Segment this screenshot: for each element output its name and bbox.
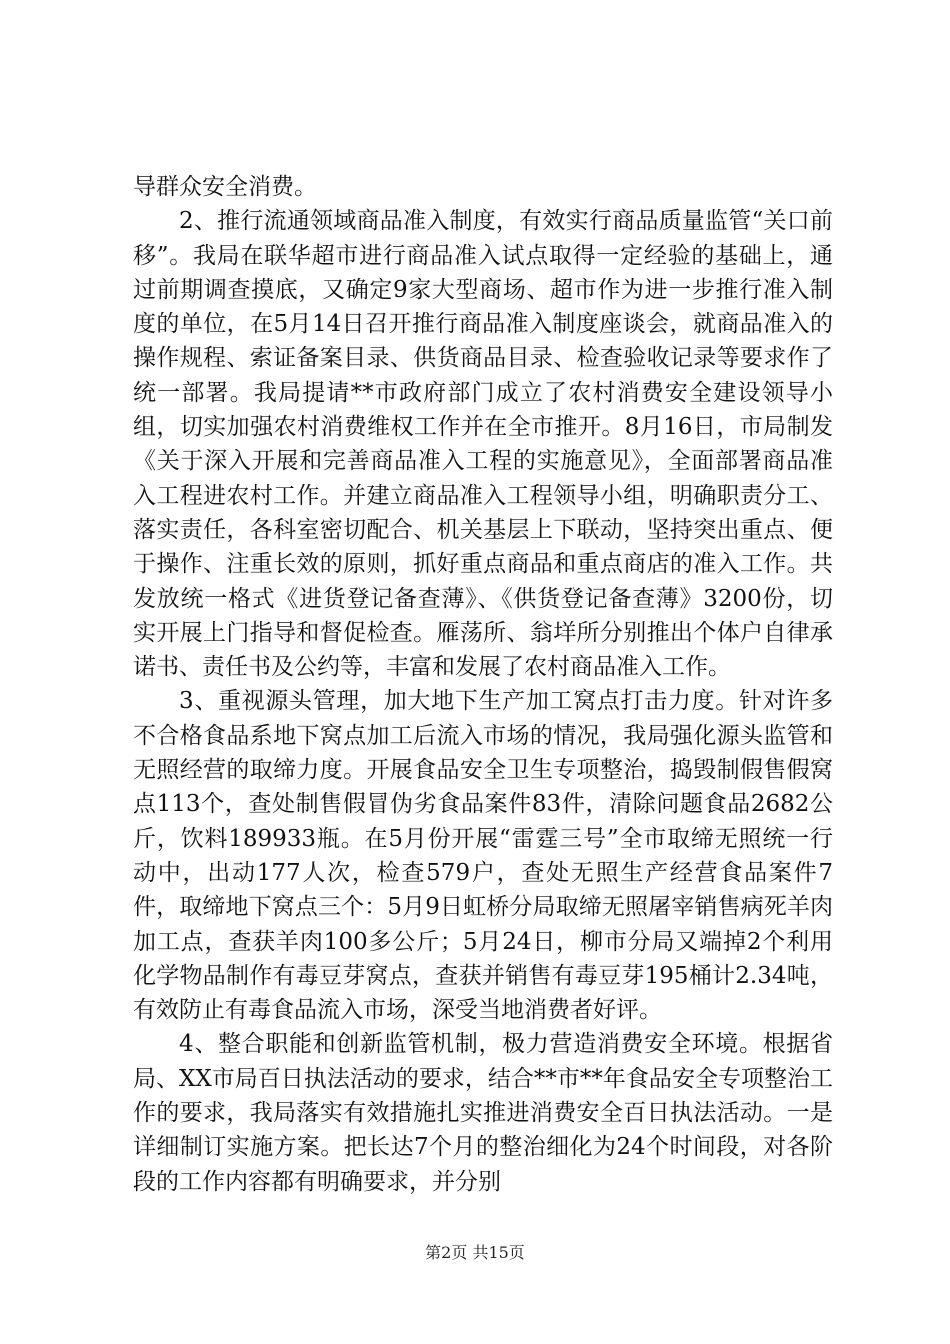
page-number: 第2页 共15页 (425, 1243, 525, 1262)
page-footer (0, 1243, 950, 1263)
paragraph-1: 导群众安全消费。 (133, 174, 317, 200)
paragraph-3: 3、重视源头管理，加大地下生产加工窝点打击力度。针对许多不合格食品系地下窝点加工后流入市场的情况，我局强化源头监管和无照经营的取缔力度。开展食品安全卫生专项整治，捣毁制假售假窝点113个，查处制售假冒伪劣食品案件83件，清除问题食品2682公斤，饮料189933瓶。在5月份开展“雷霆三号”全市取缔无照统一行动中，出动177人次，检查579户，查处无照生产经营食品案件7件，取缔地下窝点三个：5月9日虹桥分局取缔无照屠宰销售病死羊肉加工点，查获羊肉100多公斤；5月24日，柳市分局又端掉2个利用化学物品制作有毒豆芽窝点，查获并销售有毒豆芽195桶计2.34吨，有效防止有毒食品流入市场，深受当地消费者好评。 (133, 688, 833, 1024)
paragraph-2: 2、推行流通领域商品准入制度，有效实行商品质量监管“关口前移”。我局在联华超市进行商品准入试点取得一定经验的基础上，通过前期调查摸底，又确定9家大型商场、超市作为进一步推行准入制度的单位，在5月14日召开推行商品准入制度座谈会，就商品准入的操作规程、索证备案目录、供货商品目录、检查验收记录等要求作了统一部署。我局提请**市政府部门成立了农村消费安全建设领导小组，切实加强农村消费维权工作并在全市推开。8月16日，市局制发《关于深入开展和完善商品准入工程的实施意见》，全面部署商品准入工程进农村工作。并建立商品准入工程领导小组，明确职责分工、落实责任，各科室密切配合、机关基层上下联动，坚持突出重点、便于操作、注重长效的原则，抓好重点商品和重点商店的准入工作。共发放统一格式《进货登记备查薄》、《供货登记备查薄》3200份，切实开展上门指导和督促检查。雁荡所、翁垟所分别推出个体户自律承诺书、责任书及公约等，丰富和发展了农村商品准入工作。 (133, 208, 833, 681)
paragraph-4: 4、整合职能和创新监管机制，极力营造消费安全环境。根据省局、XX市局百日执法活动的要求，结合**市**年食品安全专项整治工作的要求，我局落实有效措施扎实推进消费安全百日执法活动。一是详细制订实施方案。把长达7个月的整治细化为24个时间段，对各阶段的工作内容都有明确要求，并分别 (133, 1031, 833, 1195)
document-body (133, 170, 833, 1199)
